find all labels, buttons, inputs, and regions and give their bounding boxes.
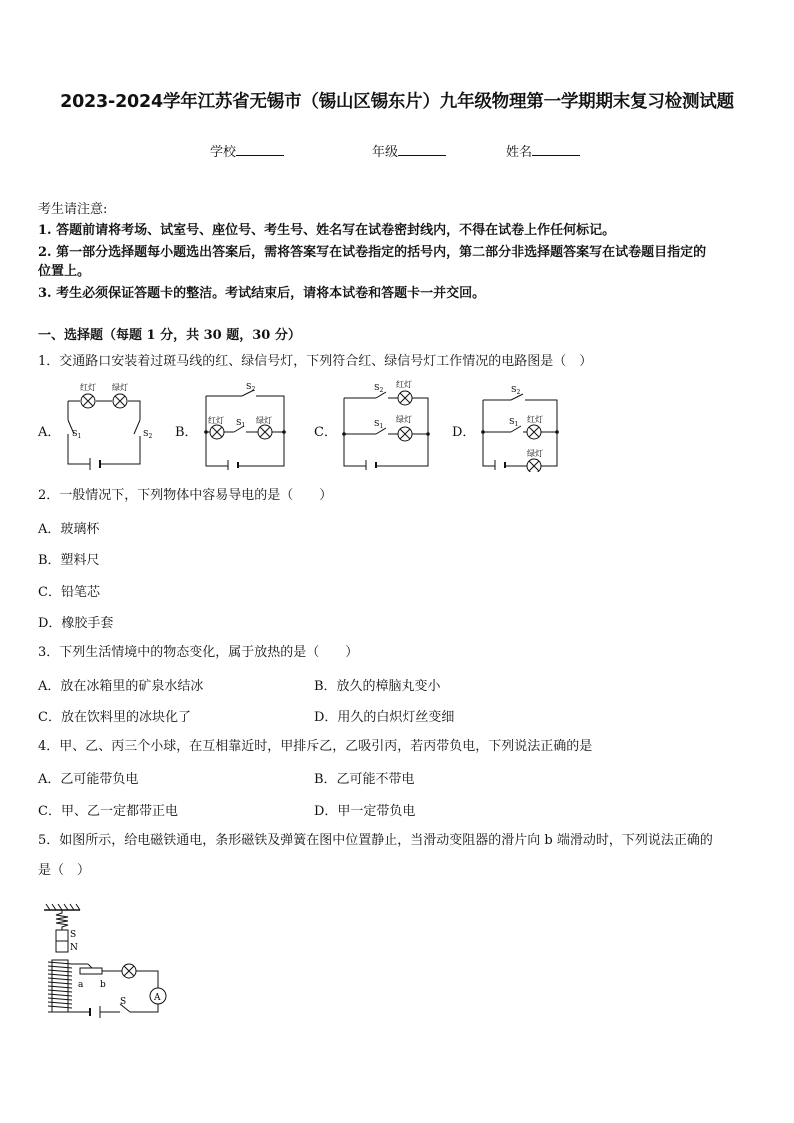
notice-item: 位置上。 (38, 264, 91, 279)
grade-field (372, 141, 446, 160)
q1-option-b[interactable]: B． (175, 425, 198, 440)
name-blank[interactable] (532, 143, 580, 156)
notice-item: 2. 第一部分选择题每小题选出答案后，需将答案写在试卷指定的括号内，第二部分非选择题答案写在试卷题目指定的 (38, 245, 707, 260)
switch-label: $S_2$ (511, 385, 521, 396)
green-lamp-label: 绿灯 (112, 383, 128, 392)
q3-option-d[interactable]: D．用久的白炽灯丝变细 (314, 710, 455, 725)
notice-heading: 考生请注意: (38, 202, 108, 217)
green-lamp-label: 绿灯 (396, 415, 412, 424)
q3-option-b[interactable]: B．放久的樟脑丸变小 (314, 679, 441, 694)
school-label: 学校 (210, 145, 237, 160)
q2-option-b[interactable]: B．塑料尺 (38, 553, 100, 568)
q2-option-d[interactable]: D．橡胶手套 (38, 616, 114, 631)
red-lamp-label: 红灯 (527, 415, 543, 424)
red-lamp-label: 红灯 (396, 380, 412, 389)
circuit-d-diagram (475, 380, 565, 472)
switch-label: $S_1$ (374, 419, 384, 430)
school-blank[interactable] (236, 143, 284, 156)
q4-option-c[interactable]: C．甲、乙一定都带正电 (38, 804, 178, 819)
electromagnet-circuit-diagram (38, 900, 183, 1020)
circuit-b-diagram (198, 380, 290, 470)
name-field (506, 141, 580, 160)
q5-stem-continued: 是（ ） (38, 863, 91, 878)
q2-option-a[interactable]: A．玻璃杯 (38, 522, 100, 537)
exam-title: 2023-2024学年江苏省无锡市（锡山区锡东片）九年级物理第一学期期末复习检测试题 (60, 92, 734, 112)
green-lamp-label: 绿灯 (256, 416, 272, 425)
notice-item: 3. 考生必须保证答题卡的整洁。考试结束后，请将本试卷和答题卡一并交回。 (38, 286, 486, 301)
switch-label: $S_2$ (143, 429, 153, 440)
q4-option-b[interactable]: B．乙可能不带电 (314, 772, 415, 787)
q2-option-c[interactable]: C．铅笔芯 (38, 585, 100, 600)
switch-label: $S_2$ (246, 382, 256, 393)
notice-item: 1. 答题前请将考场、试室号、座位号、考生号、姓名写在试卷密封线内，不得在试卷上作任何标记。 (38, 223, 616, 238)
q4-option-d[interactable]: D．甲一定带负电 (314, 804, 416, 819)
grade-blank[interactable] (398, 143, 446, 156)
name-label: 姓名 (506, 145, 533, 160)
q3-option-c[interactable]: C．放在饮料里的冰块化了 (38, 710, 191, 725)
section-heading: 一、选择题（每题 1 分，共 30 题，30 分） (38, 328, 301, 343)
school-field (210, 141, 284, 160)
switch-label: $S_1$ (236, 418, 246, 429)
circuit-c-diagram (336, 378, 436, 470)
switch-label: $S_2$ (374, 383, 384, 394)
q1-option-a[interactable]: A． (38, 425, 61, 440)
q1-stem: 1．交通路口安装着过斑马线的红、绿信号灯，下列符合红、绿信号灯工作情况的电路图是（ ） (38, 354, 593, 369)
grade-label: 年级 (372, 145, 399, 160)
circuit-a-diagram (60, 378, 160, 470)
q1-option-c[interactable]: C． (314, 425, 337, 440)
q3-option-a[interactable]: A．放在冰箱里的矿泉水结冰 (38, 679, 204, 694)
switch-label: $S_1$ (72, 429, 82, 440)
red-lamp-label: 红灯 (208, 416, 224, 425)
ammeter-label: A (154, 993, 161, 1003)
red-lamp-label: 红灯 (80, 383, 96, 392)
switch-label: S (120, 997, 127, 1007)
green-lamp-label: 绿灯 (527, 449, 543, 458)
q1-option-d[interactable]: D． (452, 425, 476, 440)
switch-label: $S_1$ (509, 417, 519, 428)
q4-option-a[interactable]: A．乙可能带负电 (38, 772, 139, 787)
q2-stem: 2．一般情况下，下列物体中容易导电的是（ ） (38, 488, 333, 503)
magnet-north-label: N (70, 943, 78, 953)
q4-stem: 4．甲、乙、丙三个小球，在互相靠近时，甲排斥乙，乙吸引丙，若丙带负电，下列说法正确的是 (38, 739, 593, 754)
q3-stem: 3．下列生活情境中的物态变化，属于放热的是（ ） (38, 645, 359, 660)
q5-stem: 5．如图所示，给电磁铁通电，条形磁铁及弹簧在图中位置静止，当滑动变阻器的滑片向 b 端滑动时，下列说法正确的 (38, 833, 713, 848)
rheostat-end-a-label: a (78, 980, 84, 990)
rheostat-end-b-label: b (100, 980, 106, 990)
magnet-south-label: S (70, 930, 77, 940)
